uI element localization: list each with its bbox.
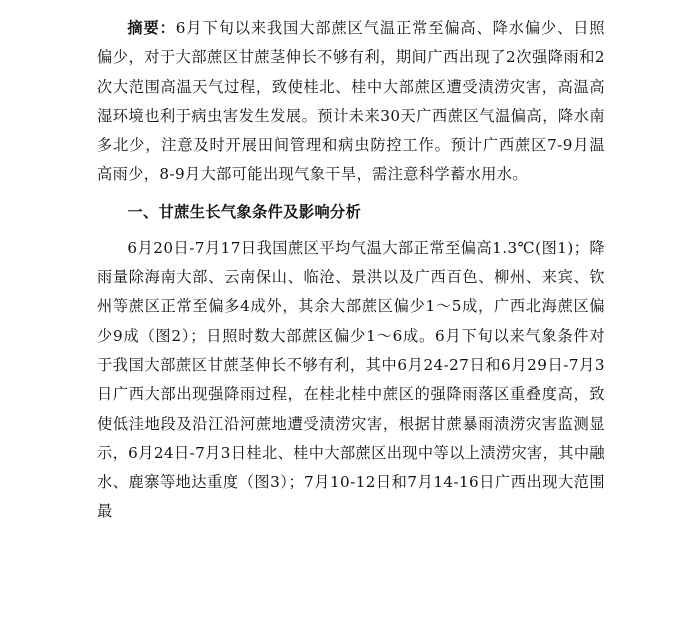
abstract-label: 摘要： <box>127 19 176 37</box>
body-paragraph: 6月20日-7月17日我国蔗区平均气温大部正常至偏高1.3℃(图1)；降雨量除海南大部、云南保山、临沧、景洪以及广西百色、柳州、来宾、钦州等蔗区正常至偏多4成外，其余大部蔗区偏少1～5成，广西北海蔗区偏少9成（图2）；日照时数大部蔗区偏少1～6成。6月下旬以来气象条件对于我国大部蔗区甘蔗茎伸长不够有利，其中6月24-27日和6月29日-7月3日广西大部出现强降雨过程，在桂北桂中蔗区的强降雨落区重叠度高，致使低洼地段及沿江沿河蔗地遭受渍涝灾害，根据甘蔗暴雨渍涝灾害监测显示，6月24日-7月3日桂北、桂中大部蔗区出现中等以上渍涝灾害，其中融水、鹿寨等地达重度（图3）；7月10-12日和7月14-16日广西出现大范围最 <box>97 238 605 521</box>
abstract-text: 6月下旬以来我国大部蔗区气温正常至偏高、降水偏少、日照偏少，对于大部蔗区甘蔗茎伸长不够有利，期间广西出现了2次强降雨和2次大范围高温天气过程，致使桂北、桂中大部蔗区遭受渍涝灾害，高温高湿环境也利于病虫害发生发展。预计未来30天广西蔗区气温偏高，降水南多北少，注意及时开展田间管理和病虫防控工作。预计广西蔗区7-9月温高雨少，8-9月大部可能出现气象干旱，需注意科学蓄水用水。 <box>97 19 605 184</box>
document-page <box>97 14 605 527</box>
section-heading: 一、甘蔗生长气象条件及影响分析 <box>127 202 362 221</box>
abstract-paragraph <box>97 14 605 190</box>
